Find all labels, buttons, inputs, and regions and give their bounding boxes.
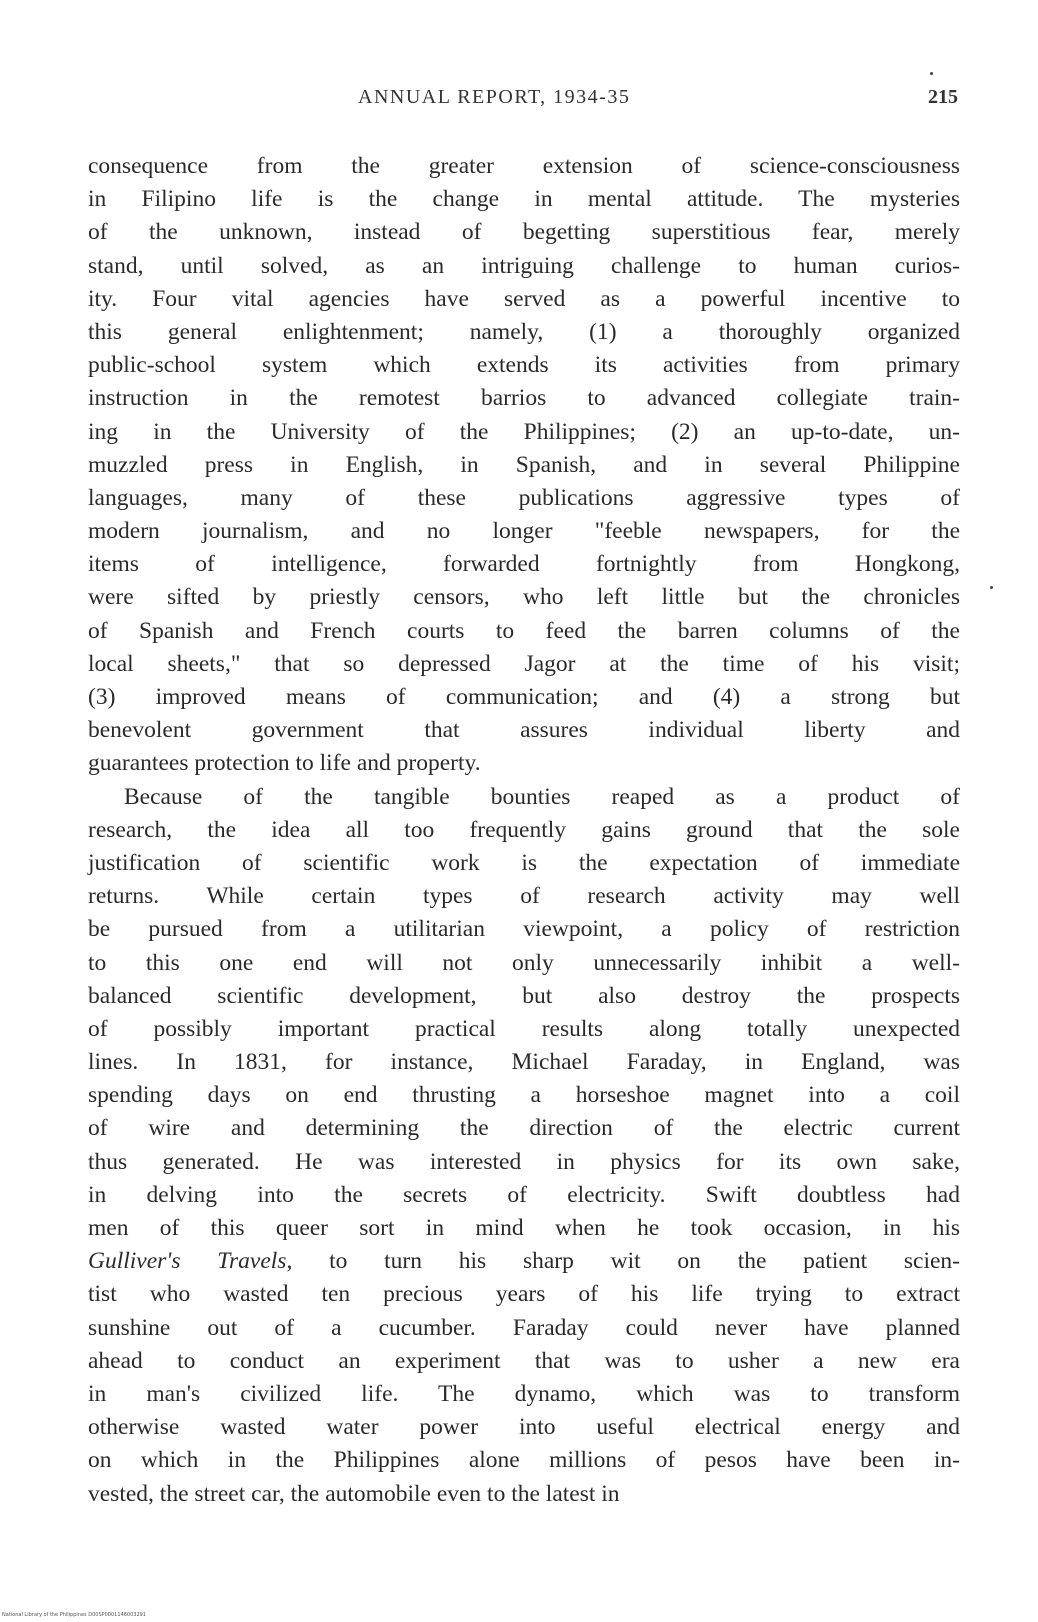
text-line: returns. While certain types of research activity may well (88, 883, 960, 910)
text-line: be pursued from a utilitarian viewpoint, a policy of restriction (88, 916, 960, 943)
text-line: tist who wasted ten precious years of his life trying to extract (88, 1281, 960, 1308)
text-line: consequence from the greater extension of science-consciousness (88, 153, 960, 179)
text-line: local sheets," that so depressed Jagor at the time of his visit; (88, 650, 960, 677)
page-number: 215 (928, 86, 958, 108)
text-line: Gulliver's Travels, to turn his sharp wit on the patient scien- (88, 1248, 960, 1275)
text-line: stand, until solved, as an intriguing challenge to human curios- (88, 252, 960, 279)
text-line: vested, the street car, the automobile even to the latest in (88, 1480, 620, 1507)
text-line: in Filipino life is the change in mental attitude. The mysteries (88, 186, 960, 213)
text-line: research, the idea all too frequently gains ground that the sole (88, 816, 960, 843)
text-line: ahead to conduct an experiment that was to usher a new era (88, 1347, 960, 1374)
text-line: spending days on end thrusting a horseshoe magnet into a coil (88, 1082, 960, 1109)
text-line: lines. In 1831, for instance, Michael Faraday, in England, was (88, 1049, 960, 1076)
text-line: of Spanish and French courts to feed the barren columns of the (88, 617, 960, 644)
text-line: ity. Four vital agencies have served as a powerful incentive to (88, 285, 960, 312)
text-line: balanced scientific development, but also destroy the prospects (88, 982, 960, 1009)
text-line: benevolent government that assures individual liberty and (88, 717, 960, 744)
text-line: ing in the University of the Philippines; (2) an up-to-date, un- (88, 418, 960, 445)
text-line: justification of scientific work is the expectation of immediate (88, 849, 960, 876)
text-line: public-school system which extends its activities from primary (88, 352, 960, 379)
text-line: thus generated. He was interested in physics for its own sake, (88, 1148, 960, 1175)
text-line: this general enlightenment; namely, (1) a thoroughly organized (88, 318, 960, 345)
text-line: languages, many of these publications aggressive types of (88, 484, 960, 511)
text-line: muzzled press in English, in Spanish, and in several Philippine (88, 451, 960, 478)
text-line: men of this queer sort in mind when he took occasion, in his (88, 1215, 960, 1241)
paragraph (88, 781, 960, 1511)
text-line: modern journalism, and no longer "feeble newspapers, for the (88, 518, 960, 545)
text-line: were sifted by priestly censors, who left little but the chronicles (88, 584, 960, 611)
text-line: on which in the Philippines alone millions of pesos have been in- (88, 1447, 960, 1474)
header-title: ANNUAL REPORT, 1934-35 (358, 86, 631, 108)
text-line: to this one end will not only unnecessarily inhibit a well- (88, 949, 960, 976)
text-line: items of intelligence, forwarded fortnightly from Hongkong, (88, 551, 960, 578)
scan-footer: National Library of the Philippines D00SP0001146003291 (2, 1612, 146, 1618)
body-text (88, 150, 960, 1511)
text-line: of the unknown, instead of begetting superstitious fear, merely (88, 219, 960, 246)
text-line: instruction in the remotest barrios to advanced collegiate train- (88, 385, 960, 412)
text-line: otherwise wasted water power into useful electrical energy and (88, 1414, 960, 1441)
text-line: Because of the tangible bounties reaped as a product of (124, 783, 960, 810)
book-title: Gulliver's Travels (88, 1248, 287, 1275)
text-line: of wire and determining the direction of the electric current (88, 1115, 960, 1142)
speck-mark (930, 72, 933, 75)
speck-mark (990, 586, 993, 589)
text-line: in man's civilized life. The dynamo, which was to transform (88, 1380, 960, 1407)
text-line: in delving into the secrets of electricity. Swift doubtless had (88, 1181, 960, 1208)
text-line: of possibly important practical results along totally unexpected (88, 1015, 960, 1042)
paragraph (88, 150, 960, 781)
text-line: (3) improved means of communication; and (4) a strong but (88, 684, 960, 710)
running-header (88, 86, 958, 116)
text-line: guarantees protection to life and property. (88, 750, 481, 777)
text-line: sunshine out of a cucumber. Faraday could never have planned (88, 1314, 960, 1341)
